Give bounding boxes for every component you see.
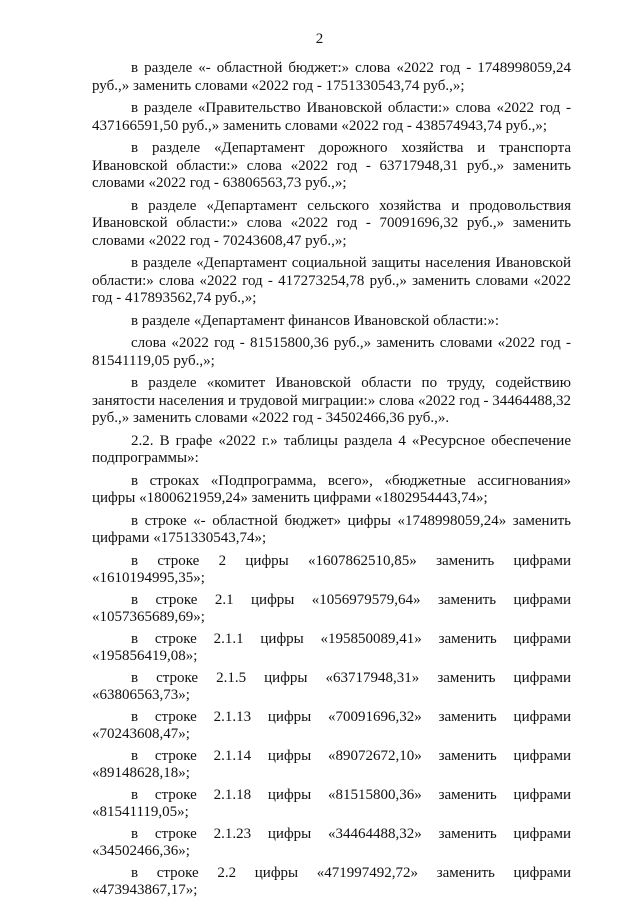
paragraph: в разделе «Департамент финансов Ивановской области:»: <box>131 312 500 329</box>
paragraph: слова «2022 год - 81515800,36 руб.,» заменить словами «2022 год - 81541119,05 руб.,»; <box>92 335 571 369</box>
paragraph: в строке 2 цифры «1607862510,85» заменить цифрами «1610194995,35»; <box>92 552 571 586</box>
paragraph: в разделе «Департамент дорожного хозяйства и транспорта Ивановской области:» слова «2022 год - 63717948,31 руб.,» заменить словами «2022 год - 63806563,73 руб.,»; <box>92 140 571 191</box>
page-number: 2 <box>315 31 324 47</box>
paragraph: в разделе «Департамент социальной защиты населения Ивановской области:» слова «2022 год - 417273254,78 руб.,» заменить словами «2022 год - 417893562,74 руб.,»; <box>92 255 571 306</box>
paragraph: в строке 2.1.18 цифры «81515800,36» заменить цифрами «81541119,05»; <box>92 786 571 820</box>
paragraph: в строке 2.1.23 цифры «34464488,32» заменить цифрами «34502466,36»; <box>92 825 571 859</box>
paragraph: в строке 2.1.5 цифры «63717948,31» заменить цифрами «63806563,73»; <box>92 669 571 703</box>
paragraph: в строке «- областной бюджет» цифры «1748998059,24» заменить цифрами «1751330543,74»; <box>92 512 571 546</box>
paragraph: в разделе «- областной бюджет:» слова «2022 год - 1748998059,24 руб.,» заменить словами «2022 год - 1751330543,74 руб.,»; <box>92 60 571 94</box>
document-body <box>92 60 571 904</box>
paragraph: в строках «Подпрограмма, всего», «бюджетные ассигнования» цифры «1800621959,24» заменить цифрами «1802954443,74»; <box>92 472 571 506</box>
paragraph: в строке 2.1 цифры «1056979579,64» заменить цифрами «1057365689,69»; <box>92 591 571 625</box>
paragraph: в строке 2.1.1 цифры «195850089,41» заменить цифрами «195856419,08»; <box>92 630 571 664</box>
paragraph: в разделе «Департамент сельского хозяйства и продовольствия Ивановской области:» слова «2022 год - 70091696,32 руб.,» заменить словами «2022 год - 70243608,47 руб.,»; <box>92 197 571 249</box>
paragraph: в строке 2.1.13 цифры «70091696,32» заменить цифрами «70243608,47»; <box>92 708 571 742</box>
paragraph: в разделе «Правительство Ивановской области:» слова «2022 год - 437166591,50 руб.,» заменить словами «2022 год - 438574943,74 руб.,»; <box>92 100 571 134</box>
paragraph: в разделе «комитет Ивановской области по труду, содействию занятости населения и трудовой миграции:» слова «2022 год - 34464488,32 руб.,» заменить словами «2022 год - 34502466,36 руб.,». <box>92 375 571 426</box>
paragraph: 2.2. В графе «2022 г.» таблицы раздела 4 «Ресурсное обеспечение подпрограммы»: <box>92 432 571 466</box>
paragraph: в строке 2.2 цифры «471997492,72» заменить цифрами «473943867,17»; <box>92 864 571 898</box>
paragraph: в строке 2.1.14 цифры «89072672,10» заменить цифрами «89148628,18»; <box>92 747 571 781</box>
